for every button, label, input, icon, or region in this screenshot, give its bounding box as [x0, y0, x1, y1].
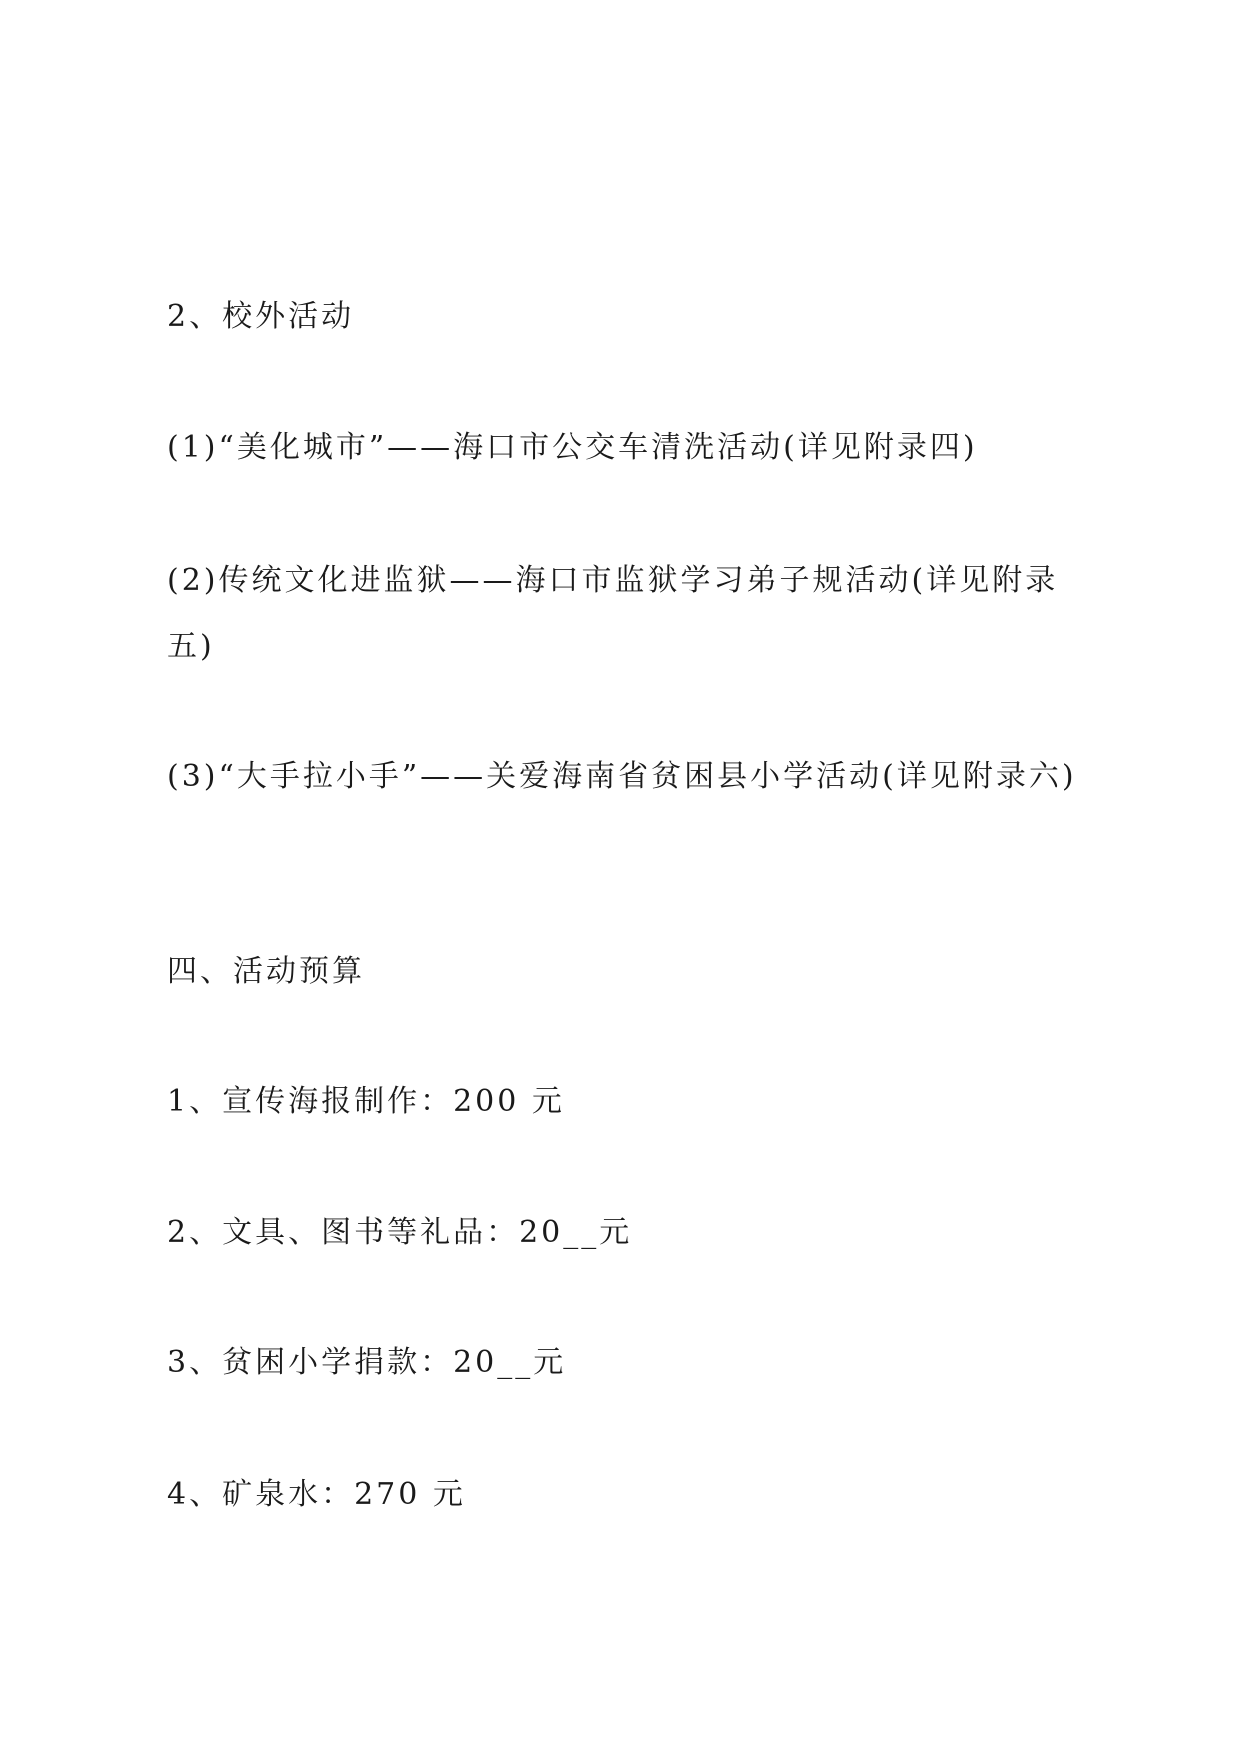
budget-item-2: 2、文具、图书等礼品：20__元	[167, 1215, 633, 1250]
activity-item-1: (1)“美化城市”——海口市公交车清洗活动(详见附录四)	[167, 430, 978, 465]
section-heading-budget: 四、活动预算	[167, 954, 365, 989]
section-heading-offcampus-activities: 2、校外活动	[167, 299, 355, 334]
activity-item-3: (3)“大手拉小手”——关爱海南省贫困县小学活动(详见附录六)	[167, 759, 1077, 794]
activity-item-2: (2)传统文化进监狱——海口市监狱学习弟子规活动(详见附录五)	[167, 563, 1059, 664]
budget-item-4: 4、矿泉水：270 元	[167, 1477, 466, 1512]
budget-item-1: 1、宣传海报制作：200 元	[167, 1084, 565, 1119]
budget-item-3: 3、贫困小学捐款：20__元	[167, 1345, 567, 1380]
